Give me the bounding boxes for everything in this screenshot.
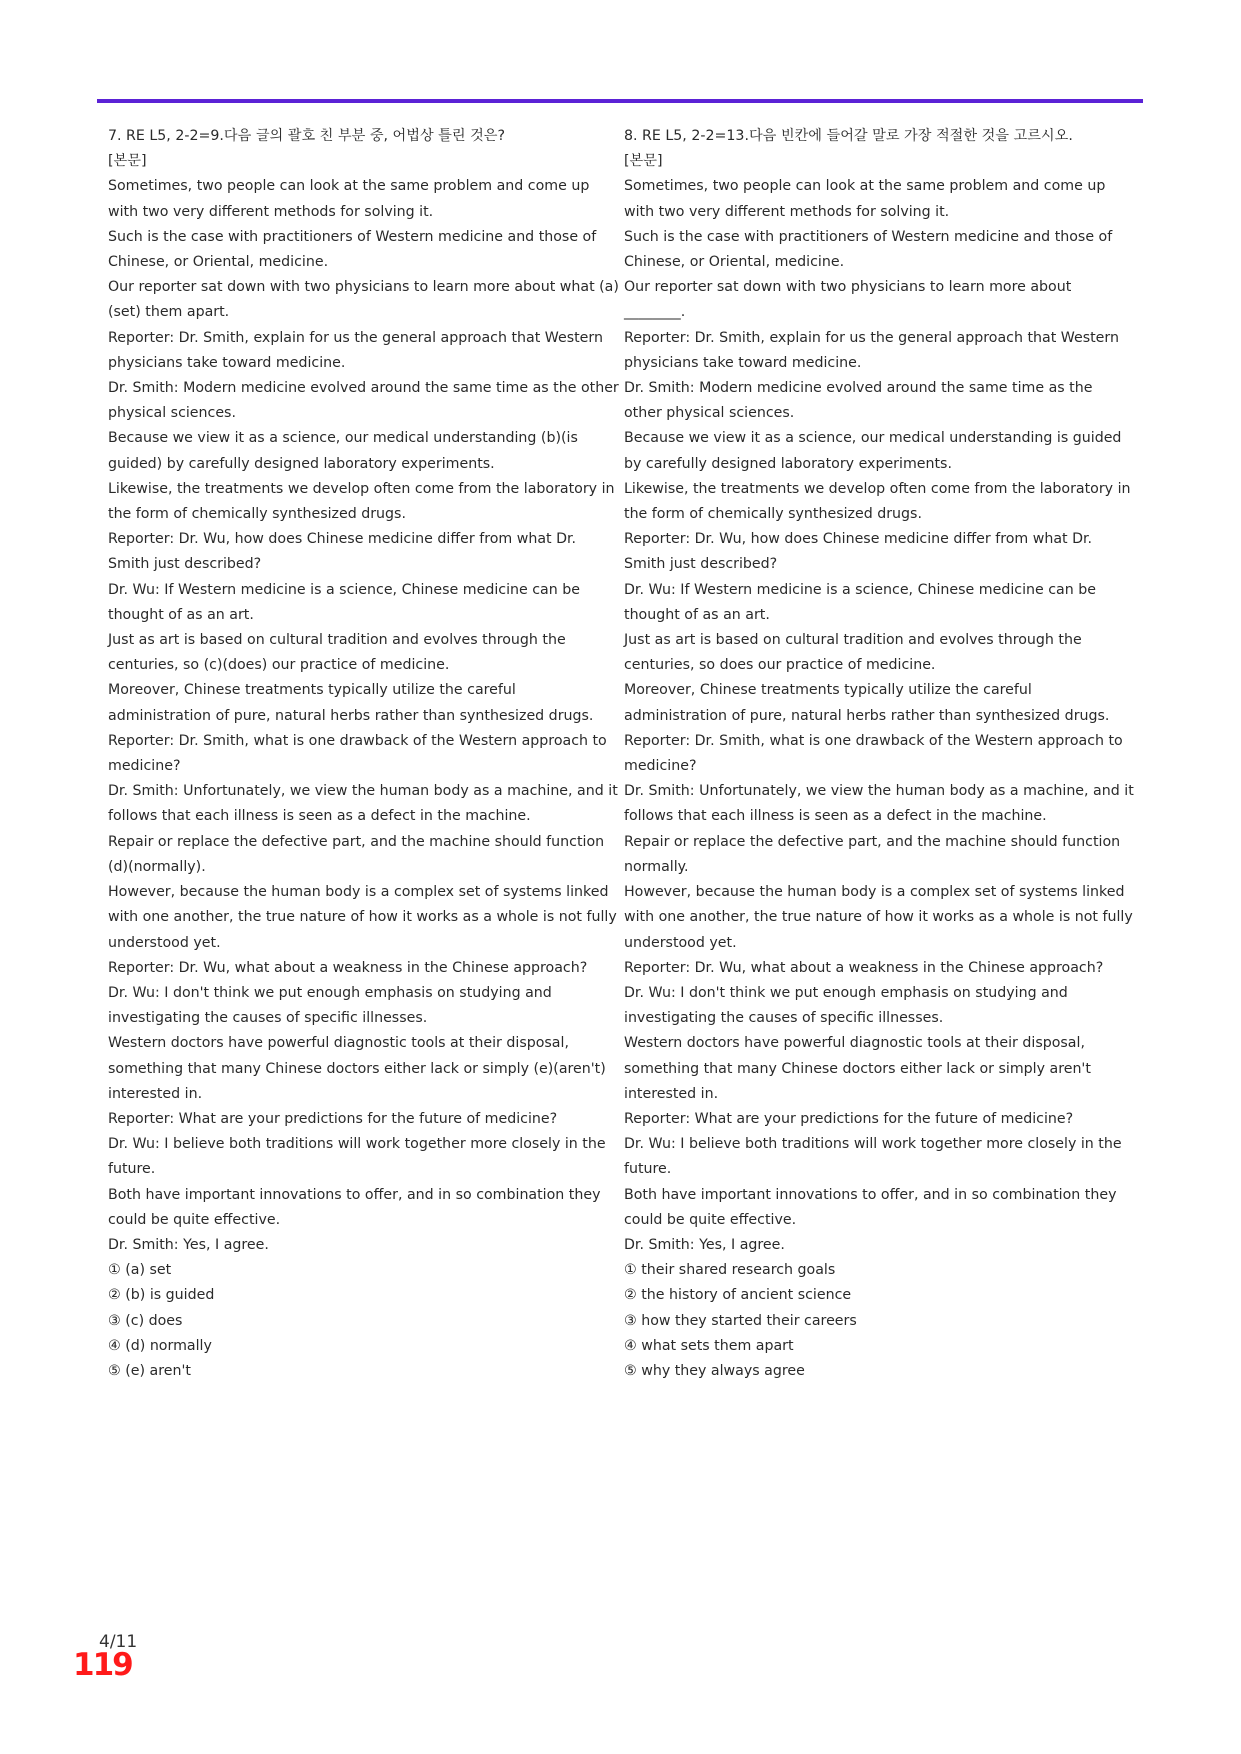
passage-line: Western doctors have powerful diagnostic tools at their disposal, something that many Chinese doctors either lack or simply (e)(aren't) interested in. — [108, 1035, 606, 1102]
passage-line: Reporter: Dr. Smith, explain for us the general approach that Western physicians take toward medicine. — [624, 329, 1119, 371]
passage-line: Dr. Smith: Modern medicine evolved around the same time as the other physical sciences. — [624, 380, 1093, 422]
passage-line: However, because the human body is a complex set of systems linked with one another, the true nature of how it works as a whole is not fully understood yet. — [108, 884, 617, 951]
answer-option[interactable]: ② (b) is guided — [108, 1287, 215, 1304]
passage-line: Dr. Smith: Unfortunately, we view the human body as a machine, and it follows that each illness is seen as a defect in the machine. — [624, 783, 1134, 825]
passage-line: Dr. Wu: I don't think we put enough emphasis on studying and investigating the causes of specific illnesses. — [624, 984, 1068, 1027]
answer-option[interactable]: ③ (c) does — [108, 1312, 183, 1329]
passage-line: Dr. Smith: Yes, I agree. — [624, 1236, 785, 1253]
passage-line: Sometimes, two people can look at the same problem and come up with two very different methods for solving it. — [108, 178, 590, 220]
passage-line: Reporter: Dr. Smith, explain for us the general approach that Western physicians take toward medicine. — [108, 329, 603, 371]
passage-line: Reporter: Dr. Wu, how does Chinese medicine differ from what Dr. Smith just described? — [624, 531, 1093, 573]
passage-line: Dr. Wu: I believe both traditions will work together more closely in the future. — [108, 1136, 606, 1178]
passage-line: Just as art is based on cultural tradition and evolves through the centuries, so (c)(does) our practice of medicine. — [108, 632, 566, 674]
passage-line: Just as art is based on cultural tradition and evolves through the centuries, so does our practice of medicine. — [624, 632, 1082, 674]
answer-option[interactable]: ⑤ why they always agree — [624, 1362, 805, 1379]
answer-option[interactable]: ① (a) set — [108, 1262, 172, 1279]
passage-line: Likewise, the treatments we develop often come from the laboratory in the form of chemically synthesized drugs. — [624, 480, 1131, 523]
passage-line: Repair or replace the defective part, and the machine should function (d)(normally). — [108, 833, 605, 875]
passage-line: Reporter: Dr. Wu, what about a weakness in the Chinese approach? — [108, 959, 588, 976]
passage-line: Dr. Smith: Modern medicine evolved around the same time as the other physical sciences. — [108, 380, 619, 422]
passage-line: Our reporter sat down with two physicians to learn more about ________. — [624, 279, 1072, 321]
answer-option[interactable]: ④ (d) normally — [108, 1337, 212, 1354]
passage-label: [본문] — [624, 153, 663, 170]
passage-line: Western doctors have powerful diagnostic tools at their disposal, something that many Chinese doctors either lack or simply aren't interested in. — [624, 1035, 1091, 1102]
question-7-title: 7. RE L5, 2-2=9.다음 글의 괄호 친 부분 중, 어법상 틀린 것은? — [108, 128, 506, 144]
passage-line: Dr. Wu: If Western medicine is a science, Chinese medicine can be thought of as an art. — [624, 581, 1096, 623]
passage-line: Reporter: Dr. Wu, what about a weakness in the Chinese approach? — [624, 959, 1104, 976]
passage-line: Dr. Smith: Unfortunately, we view the human body as a machine, and it follows that each illness is seen as a defect in the machine. — [108, 783, 618, 825]
answer-option[interactable]: ① their shared research goals — [624, 1262, 836, 1279]
passage-line: Reporter: Dr. Smith, what is one drawback of the Western approach to medicine? — [108, 732, 607, 775]
passage-line: Because we view it as a science, our medical understanding (b)(is guided) by carefully designed laboratory experiments. — [108, 430, 578, 472]
passage-line: Moreover, Chinese treatments typically utilize the careful administration of pure, natural herbs rather than synthesized drugs. — [624, 682, 1110, 724]
passage-line: Both have important innovations to offer, and in so combination they could be quite effective. — [108, 1186, 601, 1228]
answer-option[interactable]: ② the history of ancient science — [624, 1287, 852, 1304]
passage-line: Repair or replace the defective part, and the machine should function normally. — [624, 833, 1121, 875]
passage-line: Dr. Wu: I don't think we put enough emphasis on studying and investigating the causes of specific illnesses. — [108, 984, 552, 1027]
passage-line: Reporter: Dr. Smith, what is one drawback of the Western approach to medicine? — [624, 732, 1123, 775]
passage-label: [본문] — [108, 153, 147, 170]
passage-line: Dr. Wu: I believe both traditions will work together more closely in the future. — [624, 1136, 1122, 1178]
answer-option[interactable]: ⑤ (e) aren't — [108, 1362, 191, 1379]
passage-line: Reporter: Dr. Wu, how does Chinese medicine differ from what Dr. Smith just described? — [108, 531, 577, 573]
passage-line: Reporter: What are your predictions for the future of medicine? — [108, 1110, 558, 1127]
passage-line: Dr. Smith: Yes, I agree. — [108, 1236, 269, 1253]
passage-line: Sometimes, two people can look at the same problem and come up with two very different methods for solving it. — [624, 178, 1106, 220]
question-8-title: 8. RE L5, 2-2=13.다음 빈칸에 들어갈 말로 가장 적절한 것을 고르시오. — [624, 128, 1073, 144]
header-rule — [97, 99, 1143, 103]
answer-option[interactable]: ③ how they started their careers — [624, 1312, 857, 1329]
passage-line: Such is the case with practitioners of Western medicine and those of Chinese, or Oriental, medicine. — [108, 228, 597, 271]
page-number: 4/11 — [99, 1632, 138, 1652]
question-8-column — [624, 124, 1134, 1384]
passage-line: Such is the case with practitioners of Western medicine and those of Chinese, or Oriental, medicine. — [624, 228, 1113, 271]
question-7-column — [108, 124, 620, 1384]
answer-option[interactable]: ④ what sets them apart — [624, 1337, 794, 1354]
passage-line: Reporter: What are your predictions for the future of medicine? — [624, 1110, 1074, 1127]
passage-line: Because we view it as a science, our medical understanding is guided by carefully designed laboratory experiments. — [624, 430, 1122, 472]
passage-line: Both have important innovations to offer, and in so combination they could be quite effective. — [624, 1186, 1117, 1228]
passage-line: Our reporter sat down with two physicians to learn more about what (a)(set) them apart. — [108, 279, 619, 321]
passage-line: Likewise, the treatments we develop often come from the laboratory in the form of chemically synthesized drugs. — [108, 480, 615, 523]
passage-line: Moreover, Chinese treatments typically utilize the careful administration of pure, natural herbs rather than synthesized drugs. — [108, 682, 594, 724]
passage-line: Dr. Wu: If Western medicine is a science, Chinese medicine can be thought of as an art. — [108, 581, 580, 623]
brand-logo: 119 — [73, 1647, 132, 1683]
passage-line: However, because the human body is a complex set of systems linked with one another, the true nature of how it works as a whole is not fully understood yet. — [624, 884, 1133, 951]
